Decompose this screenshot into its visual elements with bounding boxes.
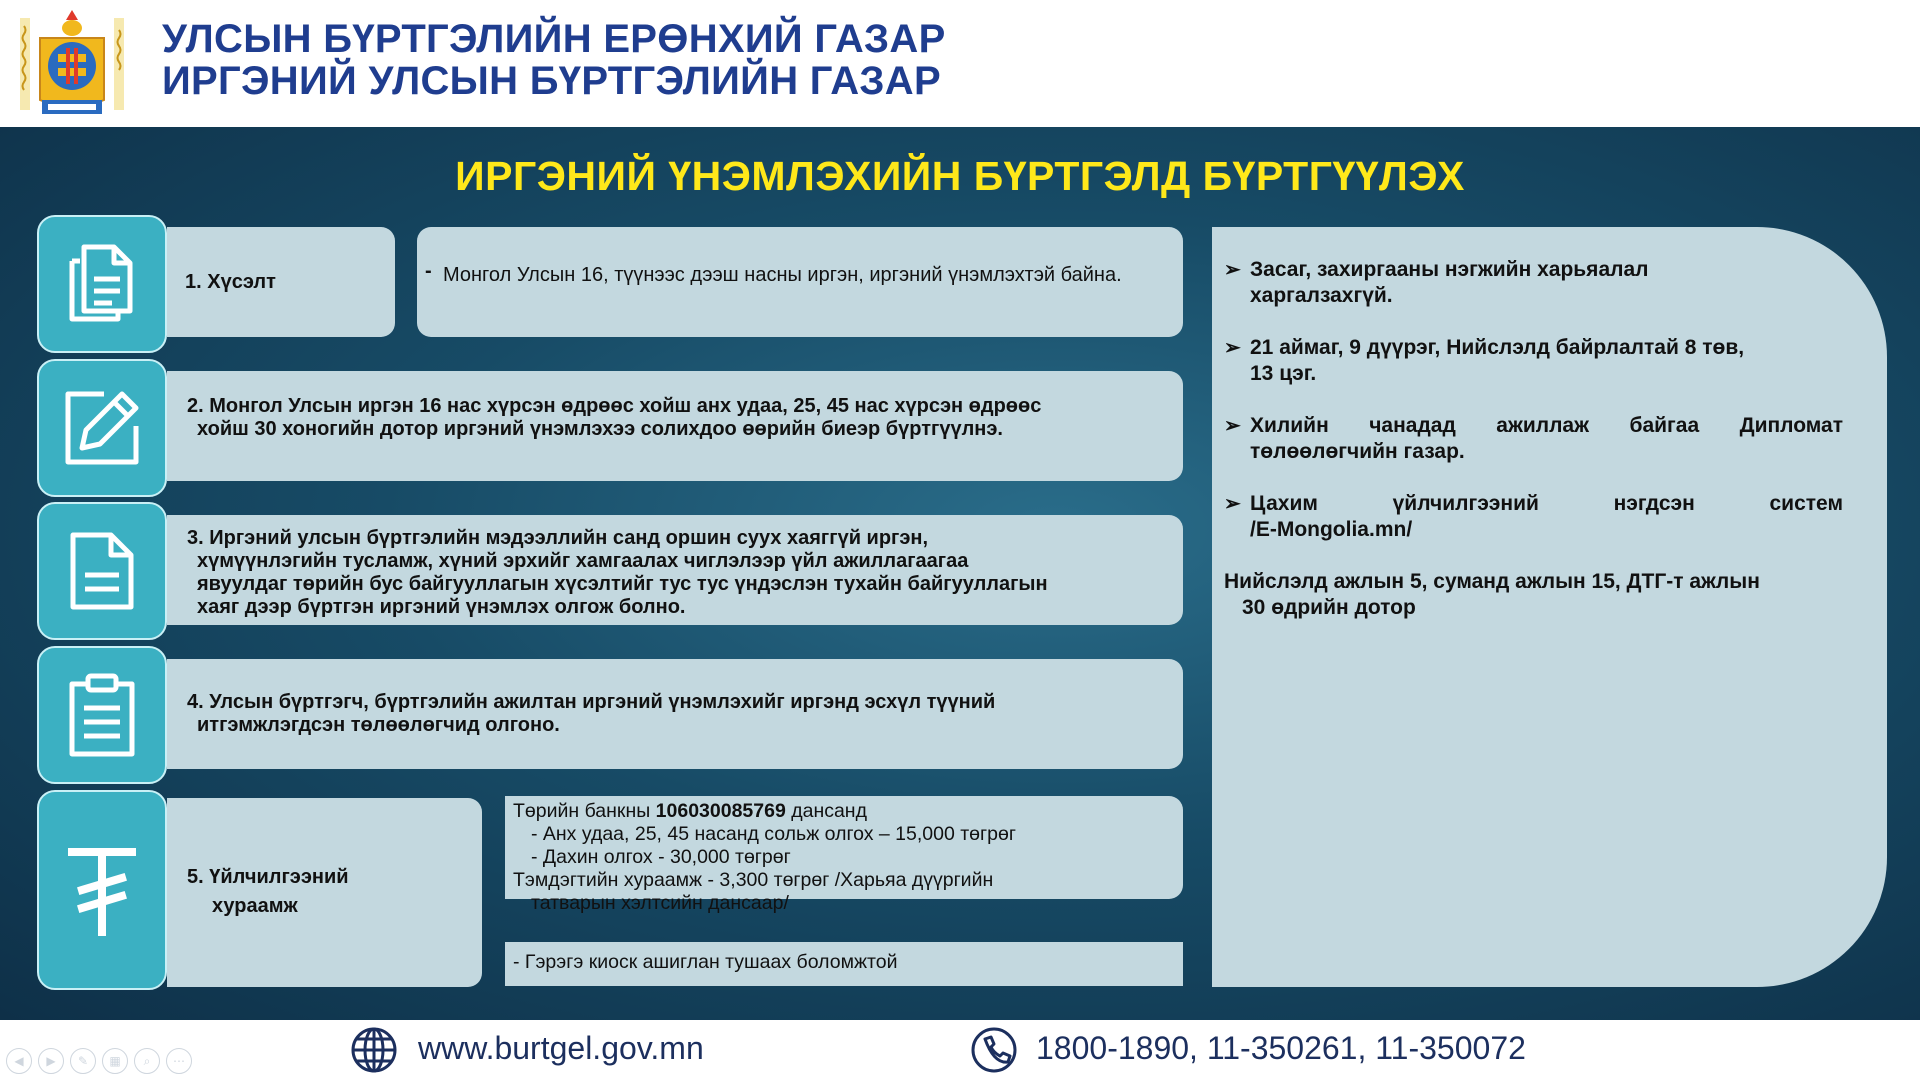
- info-bullet: [1224, 413, 1843, 465]
- step1-icon-box: [37, 215, 167, 353]
- info-bullet1-line1: Засаг, захиргааны нэгжийн харьяалал: [1250, 258, 1649, 281]
- fee-line1: [513, 800, 1173, 823]
- processing-time-note: [1224, 569, 1843, 621]
- pen-icon[interactable]: ✎: [70, 1048, 96, 1074]
- document-icon: [67, 529, 137, 613]
- info-bullet2-line1: 21 аймаг, 9 дүүрэг, Нийслэлд байрлалтай 8 төв,: [1250, 336, 1745, 359]
- header: [0, 0, 1920, 127]
- step1-dash: -: [425, 260, 432, 282]
- documents-icon: [62, 241, 142, 327]
- info-bullet4-line1: Цахим үйлчилгээний нэгдсэн систем: [1250, 492, 1843, 515]
- bullet-arrow-icon: ➢: [1224, 493, 1241, 515]
- step1-label-box: [167, 227, 395, 337]
- main-title: ИРГЭНИЙ ҮНЭМЛЭХИЙН БҮРТГЭЛД БҮРТГҮҮЛЭХ: [455, 153, 1465, 199]
- bullet-arrow-icon: ➢: [1224, 415, 1241, 437]
- step4-text-box: [167, 659, 1183, 769]
- step5-label-line1: 5. Үйлчилгээний: [187, 866, 349, 888]
- slides-icon[interactable]: ▦: [102, 1048, 128, 1074]
- website-link[interactable]: www.burtgel.gov.mn: [418, 1030, 704, 1066]
- zoom-icon[interactable]: ⌕: [134, 1048, 160, 1074]
- more-icon[interactable]: ⋯: [166, 1048, 192, 1074]
- note-line1: Нийслэлд ажлын 5, суманд ажлын 15, ДТГ-т ажлын: [1224, 570, 1760, 593]
- step1-description: Монгол Улсын 16, түүнээс дээш насны иргэн, иргэний үнэмлэхтэй байна.: [443, 264, 1122, 286]
- step3-text-line2: хүмүүнлэгийн тусламж, хүний эрхийг хамгаалах чиглэлээр үйл ажиллагаагаа: [197, 550, 969, 572]
- fee-line2: - Анх удаа, 25, 45 насанд сольж олгох – 15,000 төгрөг: [531, 823, 1016, 845]
- info-bullet: [1224, 491, 1843, 543]
- fee-box: [505, 796, 1183, 914]
- globe-icon: [350, 1026, 398, 1074]
- fee-bank-suffix: дансанд: [785, 800, 867, 822]
- info-bullet4-line2: /E-Mongolia.mn/: [1250, 518, 1413, 541]
- fee-line3: - Дахин олгох - 30,000 төгрөг: [531, 846, 791, 868]
- step5-label-line2: хураамж: [212, 895, 298, 917]
- step4-icon-box: [37, 646, 167, 784]
- bullet-arrow-icon: ➢: [1224, 337, 1241, 359]
- bullet-arrow-icon: ➢: [1224, 259, 1241, 281]
- soyombo-emblem-icon: [18, 8, 126, 120]
- step3-text-line3: явуулдаг төрийн бус байгууллагын хүсэлтийг тус тус үндэслэн тухайн байгууллагын: [197, 573, 1048, 595]
- fee-bank-prefix: Төрийн банкны: [513, 800, 656, 822]
- agency-title-line2: ИРГЭНИЙ УЛСЫН БҮРТГЭЛИЙН ГАЗАР: [162, 59, 941, 103]
- step3-icon-box: [37, 502, 167, 640]
- right-info-panel: [1212, 227, 1887, 987]
- footer: [0, 1020, 1920, 1080]
- previous-icon[interactable]: ◀: [6, 1048, 32, 1074]
- fee-account-number: 106030085769: [655, 800, 786, 822]
- step3-text-box: [167, 515, 1183, 625]
- main-panel: [0, 127, 1920, 1020]
- info-bullet: [1224, 257, 1843, 309]
- kiosk-text: - Гэрэгэ киоск ашиглан тушаах боломжтой: [513, 951, 898, 973]
- clipboard-icon: [64, 672, 140, 758]
- info-bullet3-line2: төлөөлөгчийн газар.: [1250, 440, 1465, 463]
- step1-description-box: [417, 227, 1183, 337]
- step2-icon-box: [37, 359, 167, 497]
- info-bullet1-line2: харгалзахгүй.: [1250, 284, 1393, 307]
- tugrik-icon: [64, 842, 140, 938]
- info-bullet: [1224, 335, 1843, 387]
- step2-text-box: [167, 371, 1183, 481]
- phone-icon: [970, 1026, 1018, 1074]
- step5-label-box: [167, 798, 482, 987]
- step2-text-line2: хойш 30 хоногийн дотор иргэний үнэмлэхээ солихдоо өөрийн биеэр бүртгүүлнэ.: [197, 418, 1003, 440]
- step4-text-line2: итгэмжлэгдсэн төлөөлөгчид олгоно.: [197, 714, 560, 736]
- agency-title: [162, 18, 946, 102]
- step2-text-line1: 2. Монгол Улсын иргэн 16 нас хүрсэн өдрөөс хойш анх удаа, 25, 45 нас хүрсэн өдрөөс: [187, 395, 1042, 417]
- fee-line5: татварын хэлтсийн дансаар/: [531, 892, 789, 914]
- step5-icon-box: [37, 790, 167, 990]
- step4-text-line1: 4. Улсын бүртгэгч, бүртгэлийн ажилтан иргэний үнэмлэхийг иргэнд эсхүл түүний: [187, 691, 996, 713]
- edit-pen-icon: [60, 386, 144, 470]
- info-bullet2-line2: 13 цэг.: [1250, 362, 1317, 385]
- step1-label: 1. Хүсэлт: [185, 270, 276, 293]
- phone-numbers: 1800-1890, 11-350261, 11-350072: [1036, 1030, 1526, 1066]
- fee-line4: Тэмдэгтийн хураамж - 3,300 төгрөг /Харьяа дүүргийн: [513, 869, 994, 891]
- note-line2: 30 өдрийн дотор: [1242, 596, 1416, 619]
- info-bullet3-line1: Хилийн чанадад ажиллаж байгаа Дипломат: [1250, 414, 1843, 437]
- kiosk-box: [505, 942, 1183, 986]
- agency-title-line1: УЛСЫН БҮРТГЭЛИЙН ЕРӨНХИЙ ГАЗАР: [162, 17, 946, 61]
- next-icon[interactable]: ▶: [38, 1048, 64, 1074]
- step3-text-line4: хаяг дээр бүртгэн иргэний үнэмлэх олгож болно.: [197, 596, 686, 618]
- step3-text-line1: 3. Иргэний улсын бүртгэлийн мэдээллийн санд оршин суух хаяггүй иргэн,: [187, 527, 929, 549]
